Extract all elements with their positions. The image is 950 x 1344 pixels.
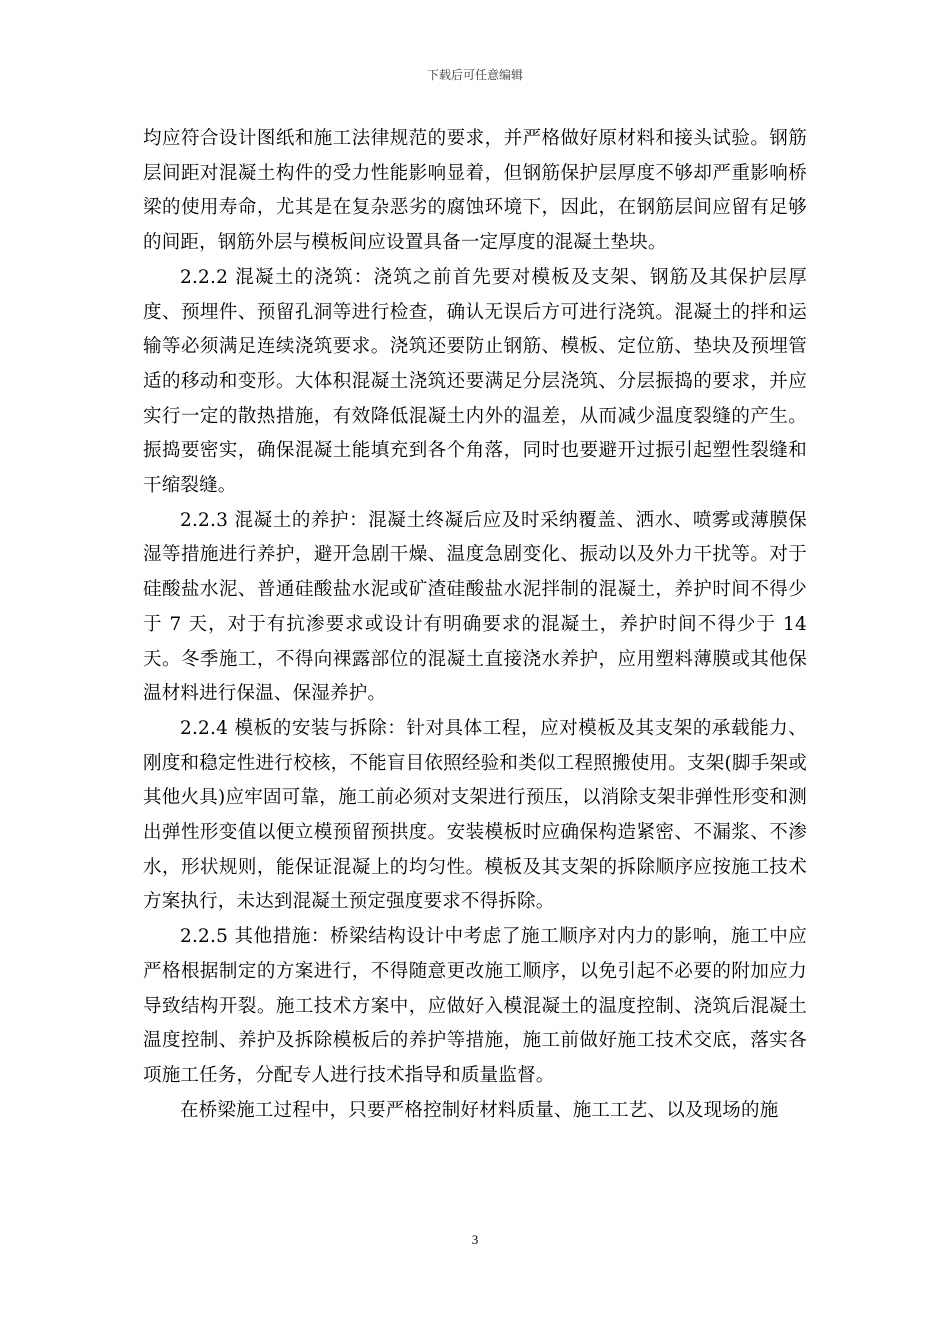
paragraph-continuation: 均应符合设计图纸和施工法律规范的要求，并严格做好原材料和接头试验。钢筋层间距对混凝土构件的受力性能影响显着，但钢筋保护层厚度不够却严重影响桥梁的使用寿命，尤其是在复杂恶劣的腐蚀环境下，因此，在钢筋层间应留有足够的间距，钢筋外层与模板间应设置具备一定厚度的混凝土垫块。 <box>143 128 807 254</box>
page-header: 下载后可任意编辑 <box>426 68 523 82</box>
paragraph-2-2-4: 2.2.4 模板的安装与拆除：针对具体工程，应对模板及其支架的承载能力、刚度和稳定性进行校核，不能盲目依照经验和类似工程照搬使用。支架(脚手架或其他火具)应牢固可靠，施工前必须对支架进行预压，以消除支架非弹性形变和测出弹性形变值以便立模预留预拱度。安装模板时应确保构造紧密、不漏浆、不渗水，形状规则，能保证混凝上的均匀性。模板及其支架的拆除顺序应按施工技术方案执行，未达到混凝土预定强度要求不得拆除。 <box>143 717 807 913</box>
paragraph-conclusion: 在桥梁施工过程中，只要严格控制好材料质量、施工工艺、以及现场的施 <box>180 1099 779 1121</box>
paragraph-2-2-2: 2.2.2 混凝土的浇筑：浇筑之前首先要对模板及支架、钢筋及其保护层厚度、预埋件、预留孔洞等进行检查，确认无误后方可进行浇筑。混凝土的拌和运输等必须满足连续浇筑要求。浇筑还要防止钢筋、模板、定位筋、垫块及预埋管适的移动和变形。大体积混凝土浇筑还要满足分层浇筑、分层振捣的要求，并应实行一定的散热措施，有效降低混凝土内外的温差，从而减少温度裂缝的产生。振捣要密实，确保混凝土能填充到各个角落，同时也要避开过振引起塑性裂缝和干缩裂缝。 <box>143 266 807 497</box>
page-number: 3 <box>471 1232 479 1247</box>
paragraph-2-2-3: 2.2.3 混凝土的养护：混凝土终凝后应及时采纳覆盖、洒水、喷雾或薄膜保湿等措施进行养护，避开急剧干燥、温度急剧变化、振动以及外力干扰等。对于硅酸盐水泥、普通硅酸盐水泥或矿渣硅酸盐水泥拌制的混凝土，养护时间不得少于 7 天，对于有抗渗要求或设计有明确要求的混凝土，养护时间不得少于 14 天。冬季施工，不得向裸露部位的混凝土直接浇水养护，应用塑料薄膜或其他保温材料进行保温、保湿养护。 <box>143 509 807 705</box>
paragraph-2-2-5: 2.2.5 其他措施：桥梁结构设计中考虑了施工顺序对内力的影响，施工中应严格根据制定的方案进行，不得随意更改施工顺序，以免引起不必要的附加应力导致结构开裂。施工技术方案中，应做好入模混凝土的温度控制、浇筑后混凝土温度控制、养护及拆除模板后的养护等措施，施工前做好施工技术交底，落实各项施工任务，分配专人进行技术指导和质量监督。 <box>143 926 807 1086</box>
document-body <box>143 122 807 1128</box>
